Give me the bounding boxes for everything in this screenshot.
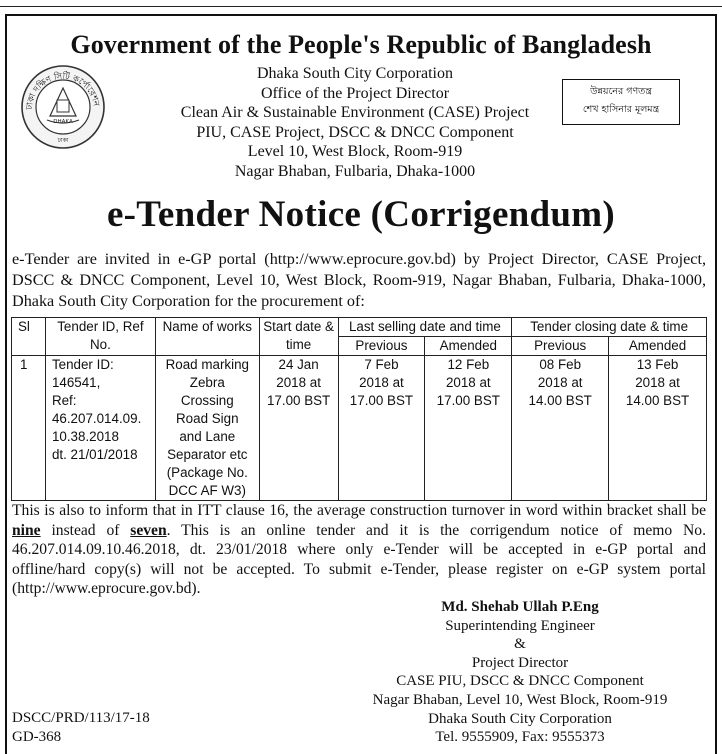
table-row — [12, 356, 707, 501]
slogan-line: উন্নয়নের গণতন্ত্র — [590, 86, 652, 97]
office-address-block — [130, 64, 580, 181]
cell-line: 146541, — [51, 375, 101, 390]
slogan-box — [562, 79, 680, 125]
cell-line: 17.00 BST — [266, 393, 331, 408]
cell-line: 14.00 BST — [528, 393, 592, 408]
seal-inner-text: DHAKA — [53, 119, 73, 125]
cell-line: 2018 at — [445, 375, 491, 390]
office-line: Dhaka South City Corporation — [257, 65, 453, 82]
dscc-seal-logo — [20, 64, 106, 150]
cell-sell-amended — [425, 356, 512, 501]
cell-line: DCC AF W3) — [168, 483, 246, 498]
cell-line: 2018 at — [635, 375, 680, 390]
cell-line: Separator etc — [167, 447, 248, 462]
col-header-start-date: Start date & time — [259, 318, 338, 356]
cell-sl: 1 — [12, 356, 46, 501]
cell-line: Road Sign — [176, 411, 239, 426]
signatory-line: Superintending Engineer — [445, 617, 595, 634]
col-header-sell-amended: Amended — [425, 337, 512, 356]
cell-start-date — [259, 356, 338, 501]
memo-line: GD-368 — [12, 728, 62, 745]
col-header-tender-id: Tender ID, Ref No. — [45, 318, 155, 356]
office-line: PIU, CASE Project, DSCC & DNCC Component — [196, 123, 514, 141]
cell-close-previous — [512, 356, 609, 501]
office-line: Level 10, West Block, Room-919 — [247, 143, 463, 160]
cell-name-of-works — [155, 356, 259, 501]
para-text: This is also to inform that in ITT clause 16, the average construction turnover in word within bracket shall be — [12, 502, 706, 519]
cell-line: 14.00 BST — [625, 393, 690, 408]
cell-line: 12 Feb — [447, 357, 490, 372]
notice-title: e-Tender Notice (Corrigendum) — [106, 194, 616, 235]
signatory-line: Dhaka South City Corporation — [428, 710, 612, 727]
cell-line: Zebra — [189, 375, 225, 390]
col-header-sell-previous: Previous — [338, 337, 425, 356]
cell-line: 2018 at — [359, 375, 404, 390]
cell-line: 2018 at — [537, 375, 583, 390]
col-header-close-previous: Previous — [512, 337, 609, 356]
col-header-sl: Sl — [12, 318, 46, 356]
cell-sell-previous — [338, 356, 425, 501]
tender-table — [11, 317, 707, 501]
signatory-line: CASE PIU, DSCC & DNCC Component — [396, 673, 644, 690]
memo-line: DSCC/PRD/113/17-18 — [12, 710, 150, 726]
cell-line: (Package No. — [166, 465, 248, 480]
cell-line: and Lane — [179, 429, 236, 444]
cell-tender-id — [45, 356, 155, 501]
col-header-close-amended: Amended — [609, 337, 707, 356]
cell-line: 08 Feb — [539, 357, 582, 372]
signatory-line: Tel. 9555909, Fax: 9555373 — [435, 729, 605, 746]
cell-line: 13 Feb — [636, 357, 679, 372]
cell-line: Tender ID: — [51, 357, 114, 372]
para-old-word: seven — [130, 521, 167, 539]
signatory-line: Project Director — [471, 654, 569, 671]
cell-line: 7 Feb — [364, 357, 399, 372]
cell-line: 24 Jan — [278, 357, 319, 372]
page-top-rule — [0, 0, 722, 6]
seal-bottom-text: ঢাকা — [57, 137, 69, 144]
cell-line: 17.00 BST — [349, 393, 414, 408]
memo-reference — [12, 709, 150, 746]
signature-block — [340, 598, 700, 747]
signatory-name: Md. Shehab Ullah P.Eng — [441, 599, 599, 615]
col-header-closing: Tender closing date & time — [512, 318, 707, 337]
cell-line: 2018 at — [276, 375, 321, 390]
government-heading: Government of the People's Republic of Bangladesh — [70, 30, 652, 59]
seal-ring-text: ঢাকা দক্ষিণ সিটি কর্পোরেশন — [24, 71, 101, 111]
cell-line: 17.00 BST — [436, 393, 500, 408]
slogan-line: শেখ হাসিনার মূলমন্ত্র — [582, 104, 660, 115]
cell-line: 10.38.2018 — [51, 429, 119, 444]
cell-line: dt. 21/01/2018 — [51, 447, 138, 462]
cell-line: 46.207.014.09. — [51, 411, 142, 426]
cell-line: Ref: — [51, 393, 77, 408]
cell-line: Road marking — [165, 357, 249, 372]
col-header-last-selling: Last selling date and time — [338, 318, 512, 337]
para-text: instead of — [40, 521, 131, 539]
corrigendum-paragraph — [12, 501, 706, 599]
intro-paragraph: e-Tender are invited in e-GP portal (http://www.eprocure.gov.bd) by Project Director, CASE Project, DSCC & DNCC Component, Level 10, West Block, Room-919, Nagar Bhaban, Fulbaria, Dhaka-1000, Dhaka South City Corporation for the procurement of: — [12, 250, 706, 310]
table-header-row — [12, 318, 707, 337]
office-line: Nagar Bhaban, Fulbaria, Dhaka-1000 — [234, 162, 476, 180]
signatory-line: Nagar Bhaban, Level 10, West Block, Room-919 — [372, 691, 668, 708]
cell-line: Crossing — [180, 393, 234, 408]
para-text: . This is an online tender and it is the corrigendum notice of memo No. 46.207.014.09.10.46.2018, dt. 23/01/2018 where only e-Tender will be accepted in e-GP portal and offline/hard copy(s) will not be accepted. To submit e-Tender, please register on e-GP system portal (http://www.eprocure.gov.bd). — [12, 521, 706, 598]
office-line: Clean Air & Sustainable Environment (CASE) Project — [180, 104, 530, 121]
cell-close-amended — [609, 356, 707, 501]
signatory-line: & — [514, 636, 526, 653]
para-new-word: nine — [12, 521, 41, 539]
office-line: Office of the Project Director — [260, 84, 450, 102]
col-header-name-of-works: Name of works — [155, 318, 259, 356]
